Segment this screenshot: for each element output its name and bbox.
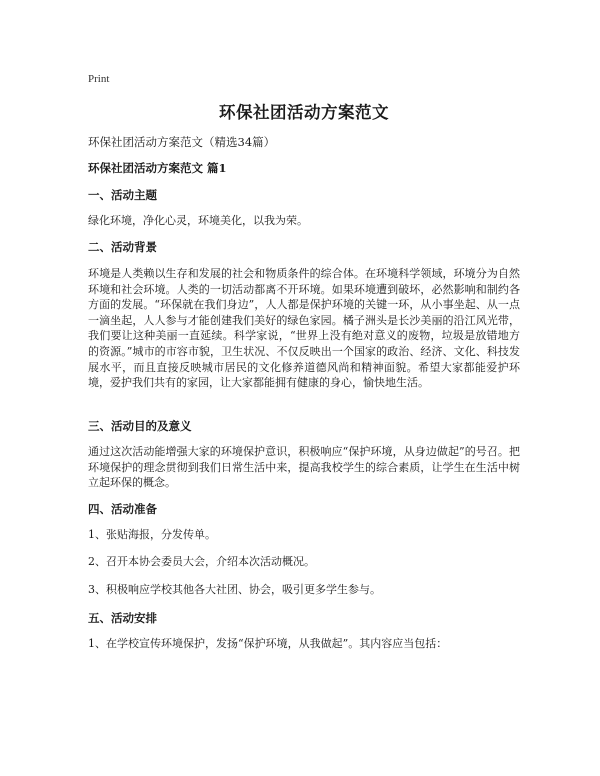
section-heading-arrangement: 五、活动安排 — [88, 611, 157, 625]
section-heading-background: 二、活动背景 — [88, 240, 157, 254]
print-label: Print — [88, 73, 110, 85]
page-title: 环保社团活动方案范文 — [219, 103, 389, 122]
section-heading-purpose: 三、活动目的及意义 — [88, 419, 192, 433]
section-paragraph-theme: 绿化环境，净化心灵，环境美化，以我为荣。 — [88, 214, 308, 227]
list-item: 2、召开本协会委员大会，介绍本次活动概况。 — [88, 555, 315, 568]
list-item: 3、积极响应学校其他各大社团、协会，吸引更多学生参与。 — [88, 583, 381, 596]
subtitle: 环保社团活动方案范文（精选34篇） — [88, 135, 276, 149]
article-heading: 环保社团活动方案范文 篇1 — [88, 161, 227, 175]
section-heading-preparation: 四、活动准备 — [88, 502, 157, 516]
section-paragraph-purpose: 通过这次活动能增强大家的环境保护意识，积极响应“保护环境，从身边做起”的号召。把环境保护的理念贯彻到我们日常生活中来，提高我校学生的综合素质，让学生在生活中树立起环保的概念。 — [88, 445, 520, 490]
list-item: 1、张贴海报，分发传单。 — [88, 528, 216, 541]
section-paragraph-background: 环境是人类赖以生存和发展的社会和物质条件的综合体。在环境科学领域，环境分为自然环境和社会环境。人类的一切活动都离不开环境。如果环境遭到破坏，必然影响和制约各方面的发展。“环保就在我们身边”，人人都是保护环境的关键一环，从小事坐起、从一点一滴坐起，人人参与才能创建我们美好的绿色家园。橘子洲头是长沙美丽的沿江风光带，我们要让这种美丽一直延续。科学家说，“世界上没有绝对意义的废物，垃圾是放错地方的资源。”城市的市容市貌，卫生状况、不仅反映出一个国家的政治、经济、文化、科技发展水平，而且直接反映城市居民的文化修养道德风尚和精神面貌。希望大家都能爱护环境，爱护我们共有的家园，让大家都能拥有健康的身心，愉快地生活。 — [88, 267, 520, 390]
section-heading-theme: 一、活动主题 — [88, 188, 157, 202]
list-item: 1、在学校宣传环境保护，发扬“保护环境，从我做起”。其内容应当包括： — [88, 637, 448, 650]
